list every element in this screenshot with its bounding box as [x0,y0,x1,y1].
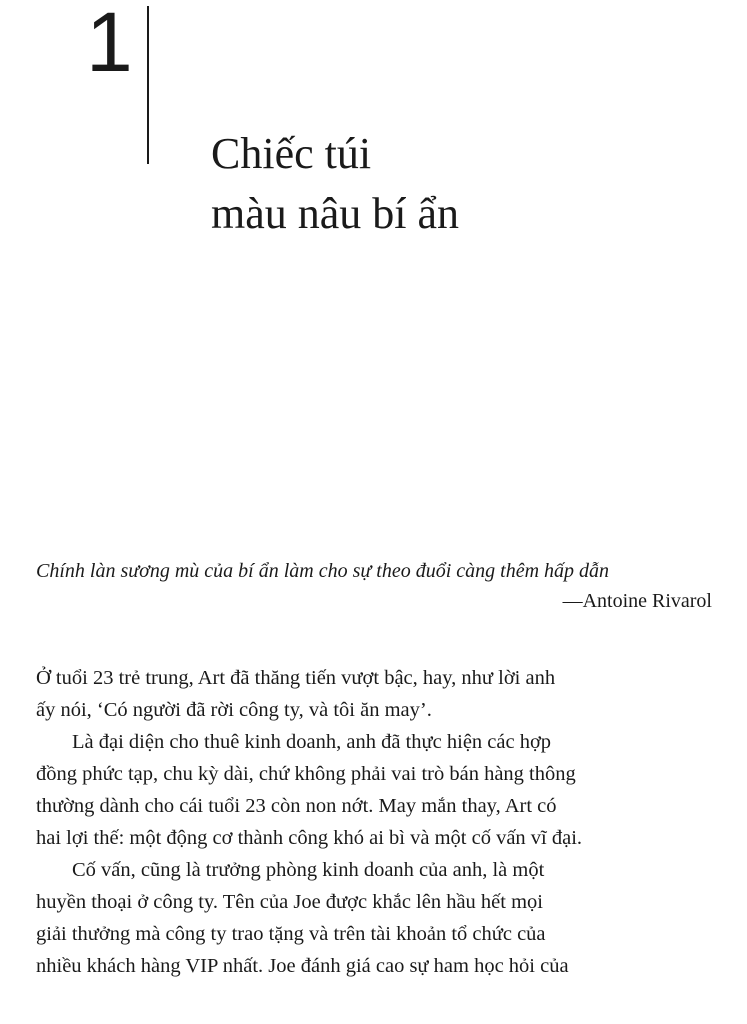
text-line: Ở tuổi 23 trẻ trung, Art đã thăng tiến vượt bậc, hay, như lời anh [36,667,556,689]
text-line: huyền thoại ở công ty. Tên của Joe được khắc lên hầu hết mọi [36,891,543,913]
text-line: Cố vấn, cũng là trưởng phòng kinh doanh của anh, là một [72,859,545,881]
epigraph-quote: Chính làn sương mù của bí ẩn làm cho sự theo đuổi càng thêm hấp dẫn [36,560,610,582]
body-text [36,662,712,982]
chapter-title-line: Chiếc túi [211,129,372,178]
text-line: ấy nói, ‘Có người đã rời công ty, và tôi ăn may’. [36,699,432,721]
epigraph-author: —Antoine Rivarol [562,590,712,612]
text-line: đồng phức tạp, chu kỳ dài, chứ không phải vai trò bán hàng thông [36,763,576,785]
chapter-title-line: màu nâu bí ẩn [211,189,460,238]
text-line: Là đại diện cho thuê kinh doanh, anh đã thực hiện các hợp [72,731,552,753]
paragraph [36,662,712,726]
text-line: giải thưởng mà công ty trao tặng và trên tài khoản tổ chức của [36,923,546,945]
chapter-number: 1 [86,0,133,89]
text-line: nhiều khách hàng VIP nhất. Joe đánh giá cao sự ham học hỏi của [36,955,569,977]
paragraph [36,726,712,854]
text-line: thường dành cho cái tuổi 23 còn non nớt. May mắn thay, Art có [36,795,557,817]
chapter-divider [147,6,149,164]
chapter-title [211,124,711,244]
epigraph [36,556,712,616]
paragraph [36,854,712,982]
text-line: hai lợi thế: một động cơ thành công khó ai bì và một cố vấn vĩ đại. [36,827,583,849]
